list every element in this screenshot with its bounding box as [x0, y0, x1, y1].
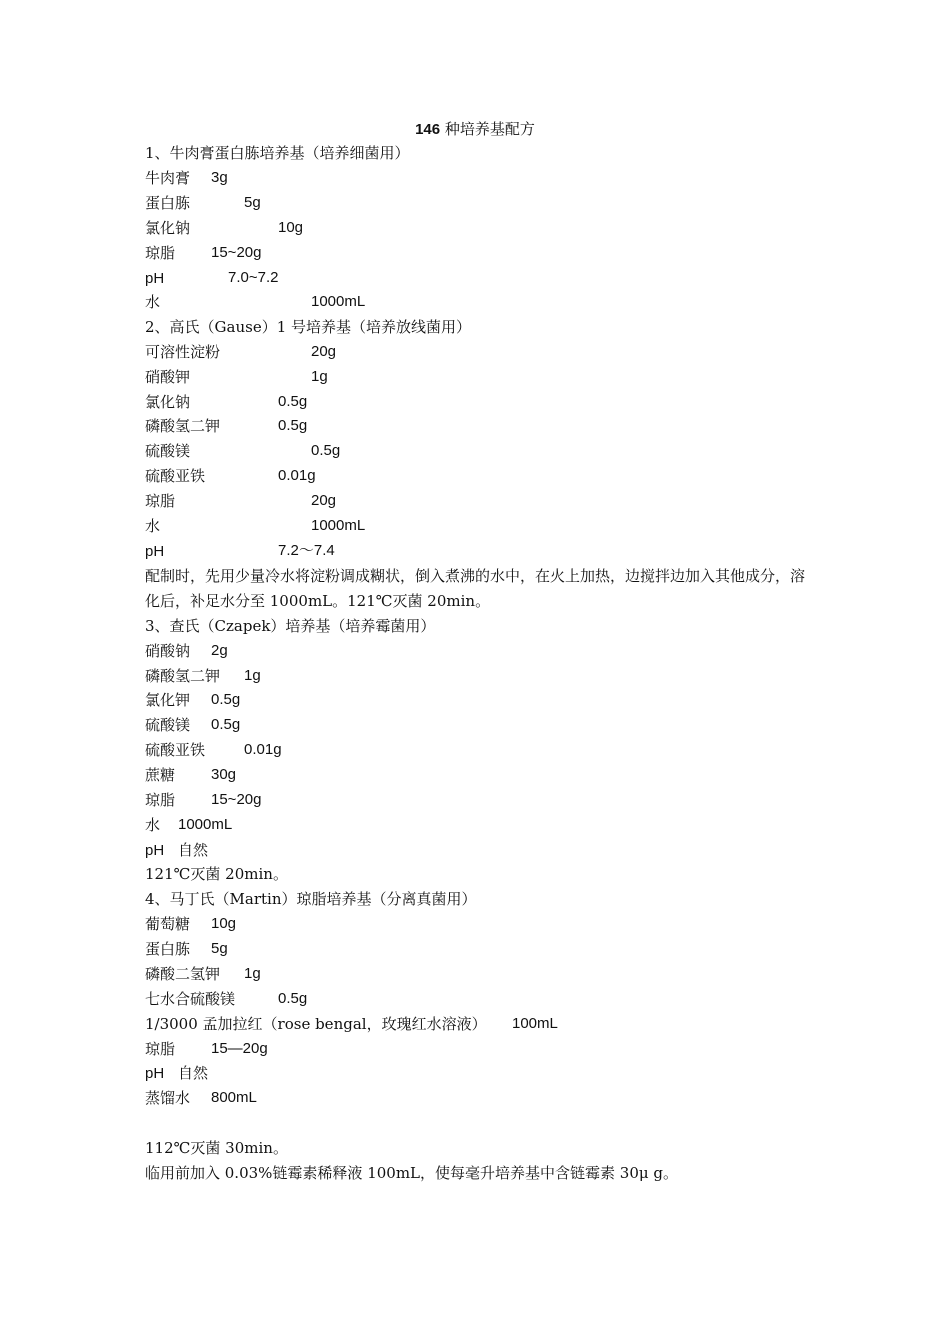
ingredient-name: 氯化钾 — [145, 691, 191, 709]
title-number: 146 — [415, 121, 441, 138]
ingredient-amount: 自然 — [178, 1064, 209, 1082]
recipe-row — [145, 216, 304, 241]
recipe-row — [145, 639, 228, 664]
ingredient-amount: 30g — [211, 766, 237, 783]
recipe-row — [145, 788, 262, 813]
title-text: 种培养基配方 — [444, 120, 535, 138]
recipe-row — [145, 813, 233, 838]
ingredient-name: 氯化钠 — [145, 219, 191, 237]
recipe-row — [145, 489, 337, 514]
ingredient-amount: 0.5g — [211, 716, 241, 733]
recipe-row — [145, 414, 308, 439]
ingredient-amount: 2g — [211, 642, 228, 659]
ingredient-name: 水 — [145, 816, 161, 834]
recipe-row — [145, 688, 241, 713]
sterilization-note: 112℃灭菌 30min。 — [145, 1139, 288, 1157]
ingredient-name: 可溶性淀粉 — [145, 343, 221, 361]
ingredient-name: 硝酸钾 — [145, 368, 191, 386]
ingredient-name: 磷酸氢二钾 — [145, 417, 221, 435]
ingredient-amount: 15~20g — [211, 791, 262, 808]
ingredient-amount: 1g — [244, 965, 261, 982]
usage-note: 临用前加入 0.03%链霉素稀释液 100mL，使每毫升培养基中含链霉素 30μ g。 — [145, 1164, 678, 1182]
ingredient-name: pH — [145, 842, 165, 859]
ingredient-amount: 7.2～7.4 — [278, 542, 335, 559]
ingredient-amount: 0.5g — [278, 417, 308, 434]
recipe-row — [145, 1037, 268, 1062]
recipe-row — [145, 439, 341, 464]
ingredient-name: 七水合硫酸镁 — [145, 990, 236, 1008]
ingredient-amount: 0.01g — [244, 741, 282, 758]
ingredient-name: 蛋白胨 — [145, 194, 191, 212]
ingredient-amount: 0.5g — [211, 691, 241, 708]
recipe-row — [145, 664, 261, 689]
ingredient-amount: 10g — [278, 219, 304, 236]
ingredient-amount: 0.5g — [278, 990, 308, 1007]
ingredient-amount: 0.01g — [278, 467, 316, 484]
recipe-row — [145, 166, 228, 191]
recipe-row — [145, 365, 328, 390]
ingredient-amount: 100mL — [512, 1015, 558, 1032]
recipe-row — [145, 191, 261, 216]
ingredient-amount: 3g — [211, 169, 228, 186]
recipe-row — [145, 937, 228, 962]
ingredient-name: 硫酸镁 — [145, 716, 191, 734]
ingredient-amount: 800mL — [211, 1089, 257, 1106]
ingredient-amount: 15—20g — [211, 1040, 268, 1057]
ingredient-name: 硫酸亚铁 — [145, 467, 206, 485]
document-title — [0, 118, 950, 140]
section-3-heading: 3、查氏（Czapek）培养基（培养霉菌用） — [145, 617, 436, 635]
ingredient-name: 蒸馏水 — [145, 1089, 191, 1107]
ingredient-name: 蔗糖 — [145, 766, 176, 784]
ingredient-name: 硝酸钠 — [145, 642, 191, 660]
ingredient-amount: 1000mL — [311, 517, 366, 534]
ingredient-amount: 5g — [211, 940, 228, 957]
recipe-row — [145, 340, 337, 365]
sterilization-note: 121℃灭菌 20min。 — [145, 865, 288, 883]
recipe-row — [145, 987, 308, 1012]
ingredient-amount: 1000mL — [311, 293, 366, 310]
ingredient-name: pH — [145, 270, 165, 287]
section-2-heading: 2、高氏（Gause）1 号培养基（培养放线菌用） — [145, 318, 472, 336]
recipe-row — [145, 713, 241, 738]
recipe-row — [145, 738, 282, 763]
recipe-row — [145, 1012, 558, 1037]
ingredient-amount: 1g — [311, 368, 328, 385]
ingredient-name: 牛肉膏 — [145, 169, 191, 187]
recipe-row — [145, 962, 261, 987]
recipe-row — [145, 1086, 257, 1111]
ingredient-amount: 0.5g — [278, 393, 308, 410]
recipe-row — [145, 763, 237, 788]
ingredient-name: 琼脂 — [145, 244, 176, 262]
ingredient-name: 水 — [145, 517, 161, 535]
recipe-row — [145, 912, 237, 937]
ingredient-name: 1/3000 孟加拉红（rose bengal，玫瑰红水溶液） — [145, 1015, 487, 1033]
ingredient-name: 琼脂 — [145, 791, 176, 809]
ingredient-amount: 5g — [244, 194, 261, 211]
ingredient-amount: 7.0~7.2 — [228, 269, 279, 286]
section-4-heading: 4、马丁氏（Martin）琼脂培养基（分离真菌用） — [145, 890, 477, 908]
ingredient-name: 琼脂 — [145, 492, 176, 510]
recipe-row — [145, 241, 262, 266]
ingredient-name: 葡萄糖 — [145, 915, 191, 933]
ingredient-name: 硫酸亚铁 — [145, 741, 206, 759]
ingredient-name: 琼脂 — [145, 1040, 176, 1058]
ingredient-amount: 1g — [244, 667, 261, 684]
ingredient-amount: 10g — [211, 915, 237, 932]
recipe-row — [145, 1061, 209, 1086]
ingredient-amount: 15~20g — [211, 244, 262, 261]
recipe-row — [145, 514, 366, 539]
recipe-row — [145, 390, 308, 415]
ingredient-amount: 自然 — [178, 841, 209, 859]
ingredient-name: 水 — [145, 293, 161, 311]
ingredient-amount: 20g — [311, 492, 337, 509]
recipe-row — [145, 290, 366, 315]
ingredient-name: pH — [145, 543, 165, 560]
ingredient-name: pH — [145, 1065, 165, 1082]
ingredient-amount: 1000mL — [178, 816, 233, 833]
ingredient-name: 氯化钠 — [145, 393, 191, 411]
recipe-row — [145, 539, 335, 564]
ingredient-name: 硫酸镁 — [145, 442, 191, 460]
preparation-note: 配制时，先用少量冷水将淀粉调成糊状，倒入煮沸的水中，在火上加热，边搅拌边加入其他成分，溶化后，补足水分至 1000mL。121℃灭菌 20min。 — [145, 567, 806, 610]
recipe-row — [145, 266, 279, 291]
ingredient-amount: 20g — [311, 343, 337, 360]
ingredient-name: 磷酸氢二钾 — [145, 667, 221, 685]
ingredient-amount: 0.5g — [311, 442, 341, 459]
ingredient-name: 磷酸二氢钾 — [145, 965, 221, 983]
section-1-heading: 1、牛肉膏蛋白胨培养基（培养细菌用） — [145, 144, 410, 162]
recipe-row — [145, 838, 209, 863]
ingredient-name: 蛋白胨 — [145, 940, 191, 958]
recipe-row — [145, 464, 316, 489]
